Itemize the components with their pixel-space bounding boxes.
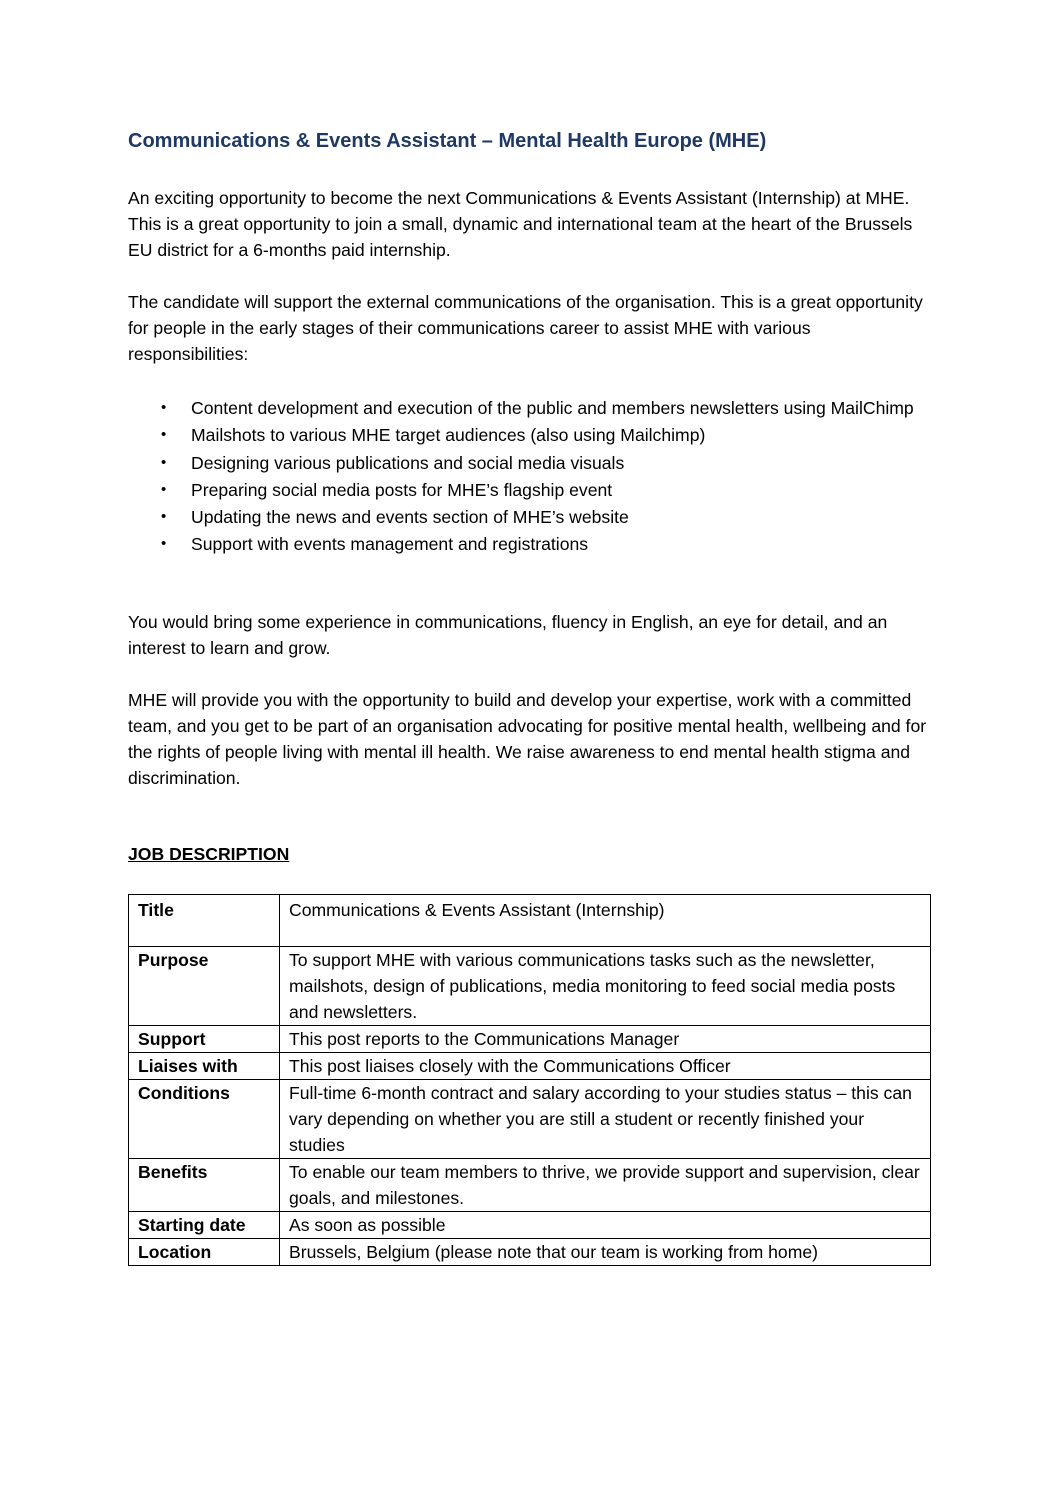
row-label: Purpose [129,947,280,1026]
row-label: Conditions [129,1080,280,1159]
table-row [129,1053,931,1080]
row-value: As soon as possible [280,1212,931,1239]
list-item-text: Content development and execution of the public and members newsletters using MailChimp [191,398,914,418]
list-item [128,477,933,503]
bullet-icon: • [161,480,167,498]
table-row [129,1159,931,1212]
row-label: Title [129,895,280,947]
bullet-icon: • [161,453,167,471]
job-description-table [128,894,931,1266]
table-row [129,947,931,1026]
intro-paragraph: An exciting opportunity to become the next Communications & Events Assistant (Internship) at MHE. This is a great opportunity to join a small, dynamic and international team at the heart of the Brussels EU district for a 6-months paid internship. [128,188,913,260]
list-item [128,450,933,476]
table-row [129,1026,931,1053]
row-label: Starting date [129,1212,280,1239]
bullet-icon: • [161,535,167,553]
table-row [129,895,931,947]
table-row [129,1080,931,1159]
list-item [128,422,933,448]
list-item-text: Updating the news and events section of MHE’s website [191,507,629,528]
row-value: This post liaises closely with the Communications Officer [280,1053,931,1080]
row-label: Location [129,1239,280,1266]
offer-paragraph: MHE will provide you with the opportunity to build and develop your expertise, work with a committed team, and you get to be part of an organisation advocating for positive mental health, wellbeing and for the rights of people living with mental ill health. We raise awareness to end mental health stigma and discrimination. [128,690,927,788]
bullet-icon: • [161,399,167,416]
row-value: This post reports to the Communications Manager [280,1026,931,1053]
row-value: To enable our team members to thrive, we provide support and supervision, clear goals, and milestones. [280,1159,931,1212]
list-item-text: Mailshots to various MHE target audiences (also using Mailchimp) [191,425,706,446]
list-item-text: Designing various publications and social media visuals [191,452,625,473]
responsibilities-list [128,395,933,559]
row-label: Liaises with [129,1053,280,1080]
row-value: Communications & Events Assistant (Internship) [280,895,931,947]
support-paragraph: The candidate will support the external communications of the organisation. This is a great opportunity for people in the early stages of their communications career to assist MHE with various responsibilities: [128,292,923,364]
list-item [128,531,933,557]
row-label: Support [129,1026,280,1053]
bullet-icon: • [161,508,167,526]
list-item [128,504,933,530]
list-item-text: Preparing social media posts for MHE’s flagship event [191,479,613,500]
bullet-icon: • [161,426,167,444]
list-item-text: Support with events management and registrations [191,534,589,555]
table-row [129,1212,931,1239]
document-title: Communications & Events Assistant – Mental Health Europe (MHE) [128,130,767,152]
row-value: Brussels, Belgium (please note that our team is working from home) [280,1239,931,1266]
row-label: Benefits [129,1159,280,1212]
job-description-heading: JOB DESCRIPTION [128,844,290,864]
list-item [128,395,933,421]
table-row [129,1239,931,1266]
experience-paragraph: You would bring some experience in communications, fluency in English, an eye for detail, and an interest to learn and grow. [128,612,888,658]
row-value: Full-time 6-month contract and salary according to your studies status – this can vary depending on whether you are still a student or recently finished your studies [280,1080,931,1159]
row-value: To support MHE with various communications tasks such as the newsletter, mailshots, design of publications, media monitoring to feed social media posts and newsletters. [280,947,931,1026]
